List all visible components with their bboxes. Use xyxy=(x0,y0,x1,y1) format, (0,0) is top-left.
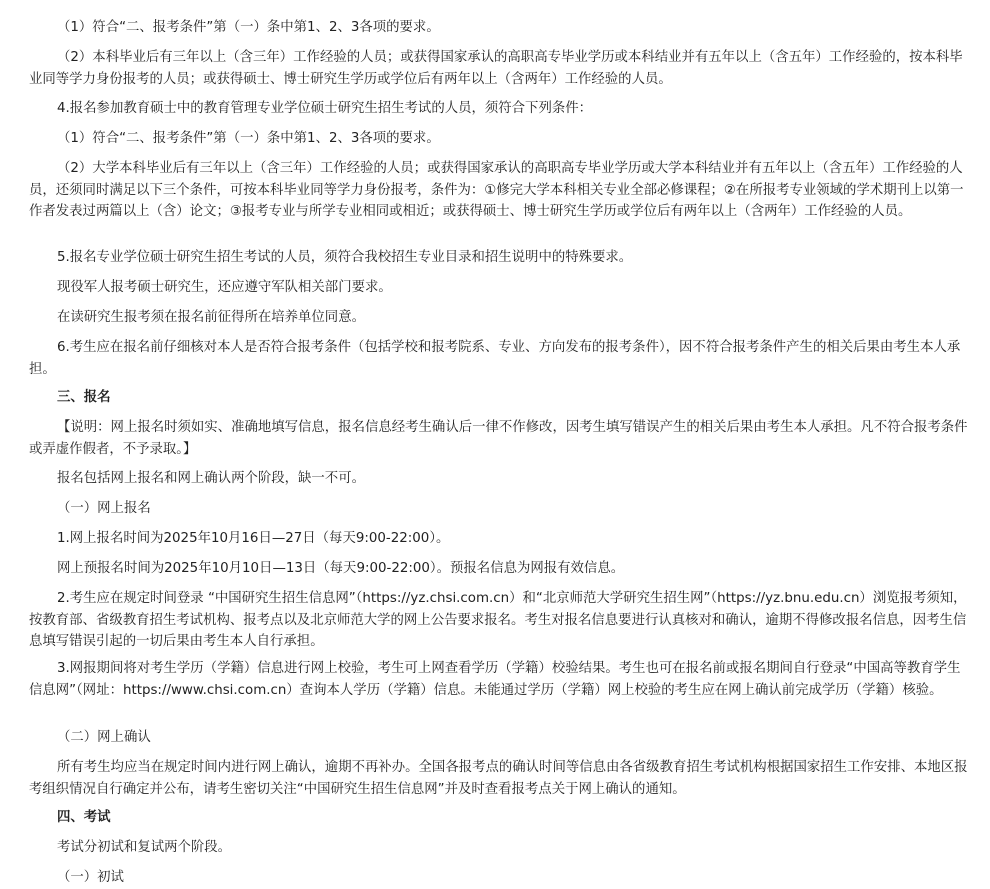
paragraph-education-check: 3.网报期间将对考生学历（学籍）信息进行网上校验，考生可上网查看学历（学籍）校验结果。考生也可在报名前或报名期间自行登录“中国高等教育学生信息网”（网址：https://www.chsi.com.cn）查询本人学历（学籍）信息。未能通过学历（学籍）网上校验的考生应在网上确认前完成学历（学籍）核验。 xyxy=(29,661,961,698)
subheading-online-registration: （一）网上报名 xyxy=(57,501,151,517)
paragraph-exam-stages: 考试分初试和复试两个阶段。 xyxy=(57,840,232,856)
section-heading-exam: 四、考试 xyxy=(57,810,111,826)
paragraph-registration-stages: 报名包括网上报名和网上确认两个阶段，缺一不可。 xyxy=(57,471,365,487)
paragraph-registration-note: 【说明：网上报名时须如实、准确地填写信息，报名信息经考生确认后一律不作修改，因考生填写错误产生的相关后果由考生本人承担。凡不符合报考条件或弄虚作假者，不予录取。】 xyxy=(29,420,968,457)
subheading-online-confirmation: （二）网上确认 xyxy=(57,730,151,746)
paragraph-online-time: 1.网上报名时间为2025年10月16日—27日（每天9:00-22:00）。 xyxy=(57,531,450,547)
paragraph-online-confirmation: 所有考生均应当在规定时间内进行网上确认，逾期不再补办。全国各报考点的确认时间等信息由各省级教育招生考试机构根据国家招生工作安排、本地区报考组织情况自行确定并公布，请考生密切关注“中国研究生招生信息网”并及时查看报考点关于网上确认的通知。 xyxy=(29,760,968,797)
paragraph-online-login: 2.考生应在规定时间登录 “中国研究生招生信息网”（https://yz.chsi.com.cn）和“北京师范大学研究生招生网”（https://yz.bnu.edu.cn）浏览报考须知，按教育部、省级教育招生考试机构、报考点以及北京师范大学的网上公告要求报名。考生对报名信息要进行认真核对和确认，逾期不得修改报名信息，因考生信息填写错误引起的一切后果由考生本人自行承担。 xyxy=(29,591,967,649)
paragraph-condition4-item2: （2）大学本科毕业后有三年以上（含三年）工作经验的人员；或获得国家承认的高职高专毕业学历或大学本科结业并有五年以上（含五年）工作经验的人员，还须同时满足以下三个条件，可按本科毕业同等学力身份报考，条件为：①修完大学本科相关专业全部必修课程；②在所报考专业领域的学术期刊上以第一作者发表过两篇以上（含）论文；③报考专业与所学专业相同或相近；或获得硕士、博士研究生学历或学位后有两年以上（含两年）工作经验的人员。 xyxy=(29,161,964,219)
paragraph-military: 现役军人报考硕士研究生，还应遵守军队相关部门要求。 xyxy=(57,280,392,296)
subheading-first-exam: （一）初试 xyxy=(57,870,124,886)
paragraph-condition3-item2: （2）本科毕业后有三年以上（含三年）工作经验的人员；或获得国家承认的高职高专毕业学历或本科结业并有五年以上（含五年）工作经验的，按本科毕业同等学力身份报考的人员；或获得硕士、博士研究生学历或学位后有两年以上（含两年）工作经验的人员。 xyxy=(29,50,963,87)
paragraph-condition5: 5.报名专业学位硕士研究生招生考试的人员，须符合我校招生专业目录和招生说明中的特殊要求。 xyxy=(57,250,633,266)
paragraph-pre-registration: 网上预报名时间为2025年10月10日—13日（每天9:00-22:00）。预报名信息为网报有效信息。 xyxy=(57,561,625,577)
paragraph-in-service-student: 在读研究生报考须在报名前征得所在培养单位同意。 xyxy=(57,310,365,326)
paragraph-condition4: 4.报名参加教育硕士中的教育管理专业学位硕士研究生招生考试的人员，须符合下列条件： xyxy=(57,101,593,117)
paragraph-condition3-item1: （1）符合“二、报考条件”第（一）条中第1、2、3各项的要求。 xyxy=(57,20,440,36)
paragraph-condition4-item1: （1）符合“二、报考条件”第（一）条中第1、2、3各项的要求。 xyxy=(57,131,440,147)
section-heading-registration: 三、报名 xyxy=(57,390,111,406)
paragraph-condition6: 6.考生应在报名前仔细核对本人是否符合报考条件（包括学校和报考院系、专业、方向发布的报考条件），因不符合报考条件产生的相关后果由考生本人承担。 xyxy=(29,340,961,377)
